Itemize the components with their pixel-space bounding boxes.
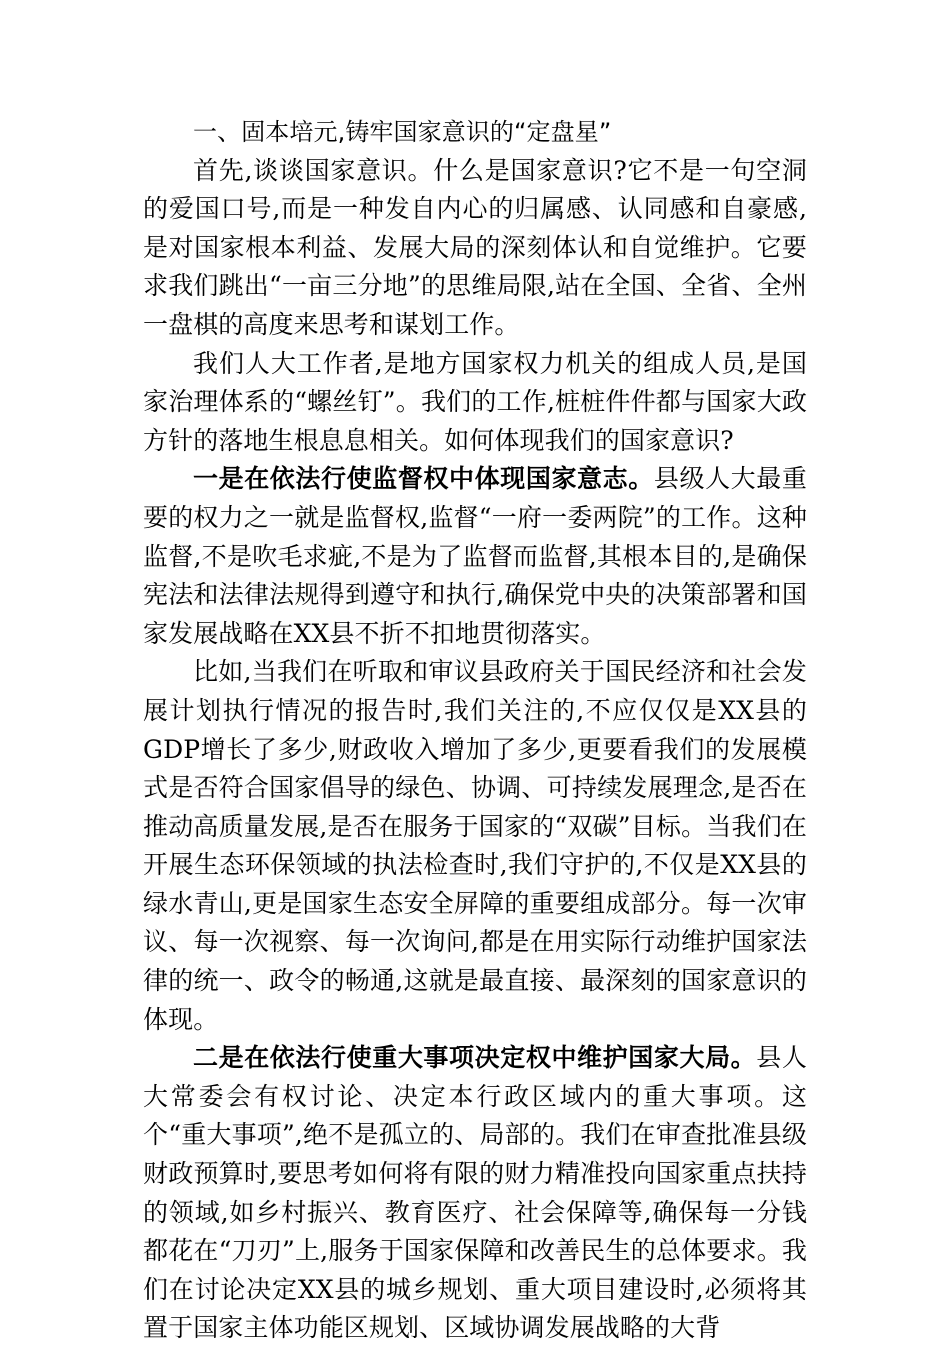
paragraph-supervision	[143, 460, 807, 653]
paragraph-text: 县人大常委会有权讨论、决定本行政区域内的重大事项。这个“重大事项”,绝不是孤立的、局部的。我们在审查批准县级财政预算时,要思考如何将有限的财力精准投向国家重点扶持的领域,如乡村振兴、教育医疗、社会保障等,确保每一分钱都花在“刀刃”上,服务于国家保障和改善民生的总体要求。我们在讨论决定XX县的城乡规划、重大项目建设时,必须将其置于国家主体功能区规划、区域协调发展战略的大背	[143, 1043, 808, 1343]
paragraph-npc-workers	[143, 345, 807, 461]
paragraph-text: 比如,当我们在听取和审议县政府关于国民经济和社会发展计划执行情况的报告时,我们关注的,不应仅仅是XX县的GDP增长了多少,财政收入增加了多少,更要看我们的发展模式是否符合国家倡导的绿色、协调、可持续发展理念,是否在推动高质量发展,是否在服务于国家的“双碳”目标。当我们在开展生态环保领域的执法检查时,我们守护的,不仅是XX县的绿水青山,更是国家生态安全屏障的重要组成部分。每一次审议、每一次视察、每一次询问,都是在用实际行动维护国家法律的统一、政令的畅通,这就是最直接、最深刻的国家意识的体现。	[143, 657, 807, 1034]
paragraph-major-decisions	[143, 1039, 807, 1348]
document-body	[143, 113, 807, 1348]
paragraph-lead-bold: 二是在依法行使重大事项决定权中维护国家大局。	[193, 1043, 757, 1073]
paragraph-text: 首先,谈谈国家意识。什么是国家意识?它不是一句空洞的爱国口号,而是一种发自内心的归属感、认同感和自豪感,是对国家根本利益、发展大局的深刻体认和自觉维护。它要求我们跳出“一亩三分地”的思维局限,站在全国、全省、全州一盘棋的高度来思考和谋划工作。	[143, 155, 807, 339]
paragraph-text: 我们人大工作者,是地方国家权力机关的组成人员,是国家治理体系的“螺丝钉”。我们的工作,桩桩件件都与国家大政方针的落地生根息息相关。如何体现我们的国家意识?	[143, 348, 807, 455]
section-heading: 一、固本培元,铸牢国家意识的“定盘星”	[193, 118, 612, 146]
paragraph-text: 县级人大最重要的权力之一就是监督权,监督“一府一委两院”的工作。这种监督,不是吹毛求疵,不是为了监督而监督,其根本目的,是确保宪法和法律法规得到遵守和执行,确保党中央的决策部署和国家发展战略在XX县不折不扣地贯彻落实。	[143, 464, 807, 648]
paragraph-national-awareness	[143, 152, 807, 345]
paragraph-example	[143, 653, 807, 1039]
paragraph-lead-bold: 一是在依法行使监督权中体现国家意志。	[193, 464, 654, 494]
